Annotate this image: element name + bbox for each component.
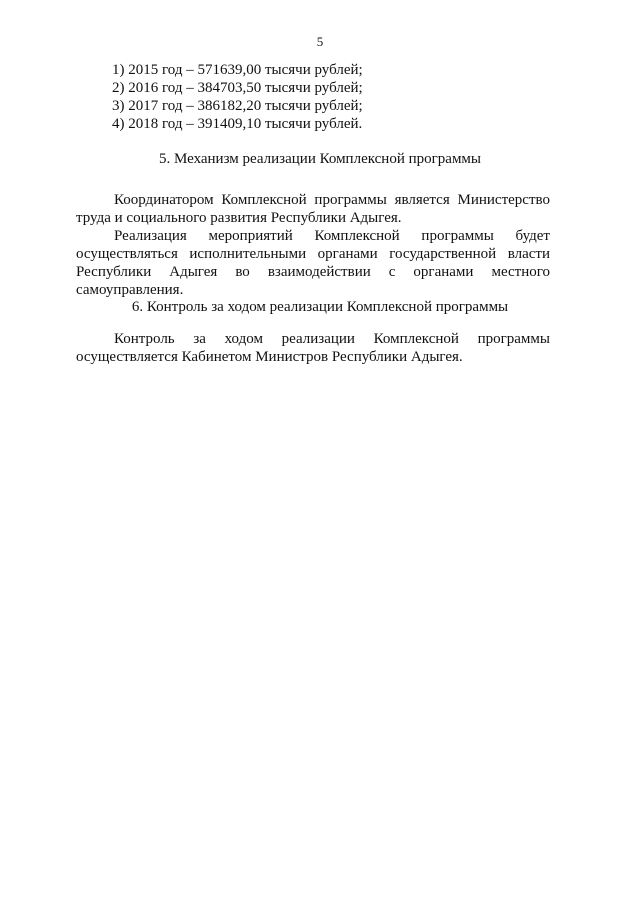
financing-item: 4) 2018 год – 391409,10 тысячи рублей. — [112, 116, 363, 132]
financing-item: 3) 2017 год – 386182,20 тысячи рублей; — [112, 98, 363, 114]
section-6-heading: 6. Контроль за ходом реализации Комплексной программы — [131, 299, 509, 315]
section-6-paragraph-1: Контроль за ходом реализации Комплексной программы осуществляется Кабинетом Министров Республики Адыгея. — [76, 331, 550, 365]
section-5-paragraph-1: Координатором Комплексной программы является Министерство труда и социального развития Республики Адыгея. — [76, 192, 550, 226]
financing-item: 1) 2015 год – 571639,00 тысячи рублей; — [112, 62, 363, 78]
section-5-paragraph-2: Реализация мероприятий Комплексной программы будет осуществляться исполнительными органами государственной власти Республики Адыгея во взаимодействии с органами местного самоуправления. — [76, 228, 550, 298]
financing-list — [112, 61, 363, 133]
section-5-heading: 5. Механизм реализации Комплексной программы — [158, 151, 482, 167]
financing-item: 2) 2016 год – 384703,50 тысячи рублей; — [112, 80, 363, 96]
page-number: 5 — [316, 34, 324, 49]
